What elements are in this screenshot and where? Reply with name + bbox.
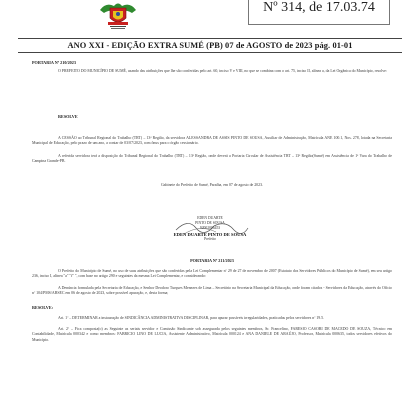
portaria-210-title: PORTARIA Nº 210/2023 xyxy=(32,60,76,65)
portaria-211-considerando: A Denúncia formulada pela Secretaria de Educação, e Senhor Deodoro Turques Menezes de Lima – Secretário na Secretaria Municipal da Educação, onde foram citados - Servidores da Educação, através do Ofício nº 104/PMS/ABSEC em 06 de agosto de 2023, sobre possível apuração, e, desta forma; xyxy=(32,285,392,296)
portaria-211-section xyxy=(32,258,392,343)
signature-block xyxy=(154,208,266,252)
portaria-210-article-1: A CESSÃO ao Tribunal Regional do Trabalho (TRT) – 13ª Região, da servidora ALESSANDRA DE ASSIS PINTO DE SOUSA, Auxiliar de Administração, Matrícula ANE 100.1, Nos. 278, lotada na Secretaria Municipal de Educação, pelo prazo de um ano, a contar de 03/07/2023, com ônus para o órgão cessionário. xyxy=(32,136,392,146)
portaria-211-article-2: Art. 2º – Fica composta(o) as Seguinte as seriais servidor e Comissão Sindicante sob assegurada pelos seguintes membros, Sr. Francelino, FARESIO CASOBI DE MACEDO DE SOUZA, Técnico em Contabilidade, Matrícula 000342 e como membros: FABRICIO LINO DE LUCIA, Assistente Administrativo, Matrícula 000124 e ANA DANIELE DE ARAÚJO, Professor, Matrícula 000635, todos servidores efetivos do Município. xyxy=(32,327,392,342)
portaria-210-body xyxy=(32,136,392,188)
portaria-211-title: PORTARIA Nº 211/2023 xyxy=(190,258,234,263)
portaria-211-intro: O Prefeito do Município de Sumé, no uso de suas atribuições que são conferidas pela Lei Complementar nº 29 de 27 de novembro de 2007 (Estatuto dos Servidores Públicos do Município de Sumé), em seu artigo 236, inciso I, alínea "a" "f" ", com base no artigo 290 e seguintes da mesma Lei Complementar, e considerando: xyxy=(32,269,392,279)
edition-band: ANO XXI - EDIÇÃO EXTRA SUMÉ (PB) 07 de AGOSTO de 2023 pág. 01-01 xyxy=(18,38,402,53)
municipal-crest-icon xyxy=(96,0,140,30)
signature-text-lines xyxy=(154,208,266,252)
signature-digital-name-1: EDEN DUARTE xyxy=(197,216,223,220)
portaria-210-article-2: A referida servidora terá a disposição do Tribunal Regional do Trabalho (TRT) – 13ª Região, onde deverá a Portaria Circular de Assistência TRT – 13ª Região(Sumé) em Assistência de 1ª Vara do Trabalho de Campina Grande-PB. xyxy=(32,153,392,164)
portaria-210-section xyxy=(32,60,392,74)
signature-printed-name: EDEN DUARTE PINTO DE SOUSA xyxy=(173,231,247,237)
portaria-211-article-1: Art. 1º – DETERMINAR a instauração de SINDICÂNCIA ADMINISTRATIVA DISCIPLINAR, para apurar possíveis irregularidades, praticadas pelos servidores nº 19.5. xyxy=(58,315,325,320)
law-reference-text: Nº 314, de 17.03.74 xyxy=(263,0,375,15)
portaria-210-intro: O PREFEITO DO MUNICÍPIO DE SUMÉ, usando das atribuições que lhe são conferidas pelo art. 60, inciso V e VIII, no que se combina com o art. 75, inciso II, alínea a, da Lei Orgânica do Município, resolve: xyxy=(58,69,387,73)
signature-role: Prefeito xyxy=(204,236,216,241)
portaria-211-resolve-label: RESOLVE: xyxy=(32,304,54,310)
portaria-210-resolve-label: RESOLVE xyxy=(58,114,78,119)
portaria-210-resolve xyxy=(32,114,392,119)
gazette-header xyxy=(0,0,420,50)
signature-digital-id: 92002006453 xyxy=(199,226,221,231)
law-reference-box xyxy=(248,0,390,25)
portaria-210-date-line: Gabinete do Prefeito de Sumé, Paraíba, em 07 de agosto de 2023. xyxy=(161,182,263,187)
signature-digital-name-2: PINTO DE SOUSA xyxy=(195,221,225,226)
